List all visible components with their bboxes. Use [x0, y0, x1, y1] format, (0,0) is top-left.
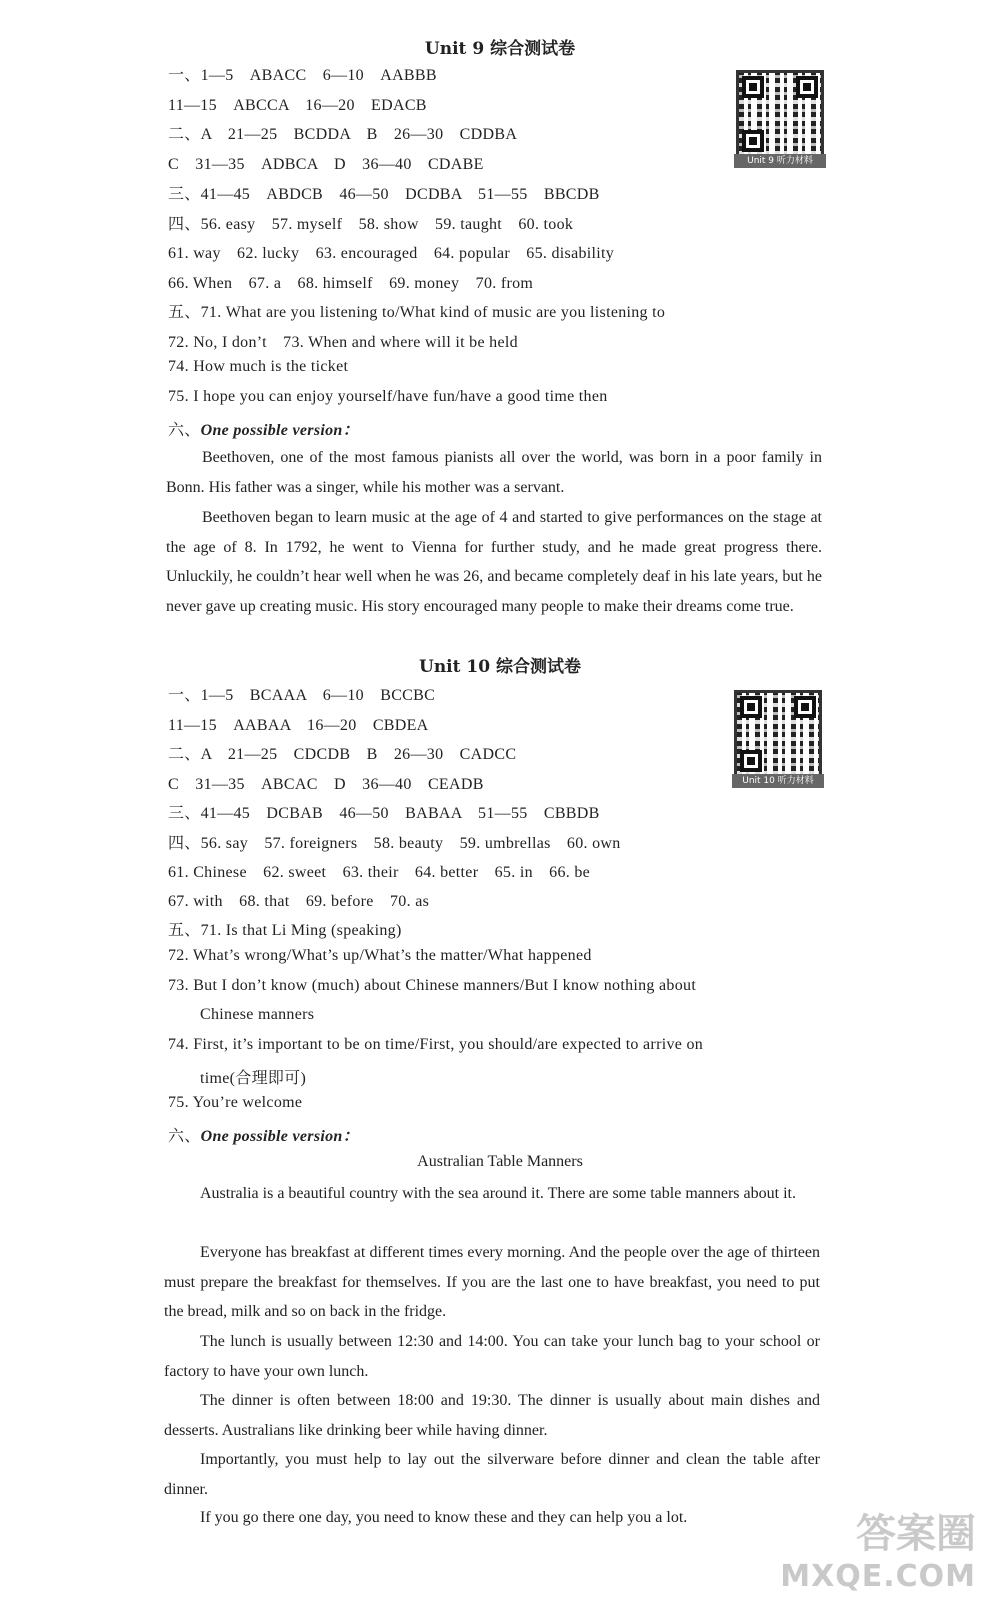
version-label: One possible version：	[200, 1128, 359, 1145]
unit9-answer-line: 74. How much is the ticket	[168, 358, 349, 375]
unit9-answer-line: 61. way 62. lucky 63. encouraged 64. popular 65. disability	[168, 245, 615, 262]
unit10-essay-paragraph	[164, 1445, 820, 1504]
unit9-answer-line: 11—15 ABCCA 16—20 EDACB	[168, 97, 427, 114]
unit10-answer-line: 74. First, it’s important to be on time/First, you should/are expected to arrive on	[168, 1036, 704, 1053]
unit10-essay-paragraph	[164, 1179, 820, 1209]
unit9-answer-line: 75. I hope you can enjoy yourself/have fun/have a good time then	[168, 388, 608, 405]
unit10-answer-line: 五、71. Is that Li Ming (speaking)	[168, 922, 402, 939]
unit10-answer-line: Chinese manners	[200, 1006, 315, 1023]
unit10-answer-line: 二、A 21—25 CDCDB B 26—30 CADCC	[168, 746, 517, 763]
unit10-answer-line: 四、56. say 57. foreigners 58. beauty 59. umbrellas 60. own	[168, 835, 621, 852]
watermark-url: MXQE.COM	[780, 1559, 976, 1594]
unit10-essay-paragraph	[164, 1386, 820, 1445]
unit10-answer-line: 67. with 68. that 69. before 70. as	[168, 893, 430, 910]
unit9-answer-line: 四、56. easy 57. myself 58. show 59. taught 60. took	[168, 216, 574, 233]
unit10-qr-caption: Unit 10 听力材料	[732, 774, 824, 788]
unit9-title: Unit 9 综合测试卷	[424, 39, 576, 59]
unit10-qr-code[interactable]	[734, 690, 822, 778]
paragraph-text: Importantly, you must help to lay out the silverware before dinner and clean the table after dinner.	[164, 1451, 820, 1498]
paragraph-text: Everyone has breakfast at different times every morning. And the people over the age of thirteen must prepare the breakfast for themselves. If you are the last one to have breakfast, you need to put the bread, milk and so on back in the fridge.	[164, 1244, 820, 1320]
unit9-answer-line: C 31—35 ADBCA D 36—40 CDABE	[168, 156, 484, 173]
unit10-essay-paragraph	[164, 1327, 820, 1386]
unit10-answer-line: 一、1—5 BCAAA 6—10 BCCBC	[168, 687, 436, 704]
site-watermark	[780, 1502, 976, 1594]
unit9-answer-line: 二、A 21—25 BCDDA B 26—30 CDDBA	[168, 126, 518, 143]
version-prefix: 六、	[168, 1128, 201, 1145]
paragraph-text: The lunch is usually between 12:30 and 14:00. You can take your lunch bag to your school or factory to have your own lunch.	[164, 1333, 820, 1380]
unit10-essay-paragraph	[164, 1503, 820, 1533]
version-prefix: 六、	[168, 422, 201, 439]
unit9-answer-line: 72. No, I don’t 73. When and where will it be held	[168, 334, 518, 351]
paragraph-text: The dinner is often between 18:00 and 19:30. The dinner is usually about main dishes and desserts. Australians like drinking beer while having dinner.	[164, 1392, 820, 1439]
version-label: One possible version：	[200, 422, 359, 439]
unit10-title: Unit 10 综合测试卷	[419, 657, 581, 677]
unit10-answer-line: 73. But I don’t know (much) about Chinese manners/But I know nothing about	[168, 977, 697, 994]
watermark-logo-text: 答案圈	[856, 1511, 976, 1557]
unit10-answer-line: 11—15 AABAA 16—20 CBDEA	[168, 717, 429, 734]
unit9-qr-caption: Unit 9 听力材料	[734, 154, 826, 168]
unit9-answer-line: 五、71. What are you listening to/What kind of music are you listening to	[168, 304, 666, 321]
unit10-essay-title: Australian Table Manners	[417, 1153, 583, 1170]
paragraph-text: Australia is a beautiful country with the sea around it. There are some table manners about it.	[200, 1185, 796, 1202]
unit10-answer-line: C 31—35 ABCAC D 36—40 CEADB	[168, 776, 484, 793]
unit10-version-heading	[168, 1123, 359, 1146]
unit9-answer-line: 66. When 67. a 68. himself 69. money 70. from	[168, 275, 534, 292]
unit9-essay-paragraph	[166, 503, 822, 621]
unit9-version-heading	[168, 417, 359, 440]
paragraph-text: Beethoven began to learn music at the age of 4 and started to give performances on the stage at the age of 8. In 1792, he went to Vienna for further study, and he made great progress there. Unluckily, he couldn’t hear well when he was 26, and became completely deaf in his late years, but he never gave up creating music. His story encouraged many people to make their dreams come true.	[166, 509, 822, 615]
unit10-answer-line: 75. You’re welcome	[168, 1094, 303, 1111]
unit10-answer-line: 72. What’s wrong/What’s up/What’s the matter/What happened	[168, 947, 592, 964]
unit9-answer-line: 三、41—45 ABDCB 46—50 DCDBA 51—55 BBCDB	[168, 186, 600, 203]
unit10-answer-line: 61. Chinese 62. sweet 63. their 64. better 65. in 66. be	[168, 864, 591, 881]
unit10-answer-line: 三、41—45 DCBAB 46—50 BABAA 51—55 CBBDB	[168, 805, 600, 822]
paragraph-text: Beethoven, one of the most famous pianists all over the world, was born in a poor family in Bonn. His father was a singer, while his mother was a servant.	[166, 449, 822, 496]
unit10-essay-paragraph	[164, 1238, 820, 1327]
unit10-answer-line: time(合理即可)	[200, 1070, 307, 1087]
unit9-answer-line: 一、1—5 ABACC 6—10 AABBB	[168, 67, 437, 84]
unit9-essay-paragraph	[166, 443, 822, 502]
paragraph-text: If you go there one day, you need to know these and they can help you a lot.	[200, 1509, 688, 1526]
unit9-qr-code[interactable]	[736, 70, 824, 158]
